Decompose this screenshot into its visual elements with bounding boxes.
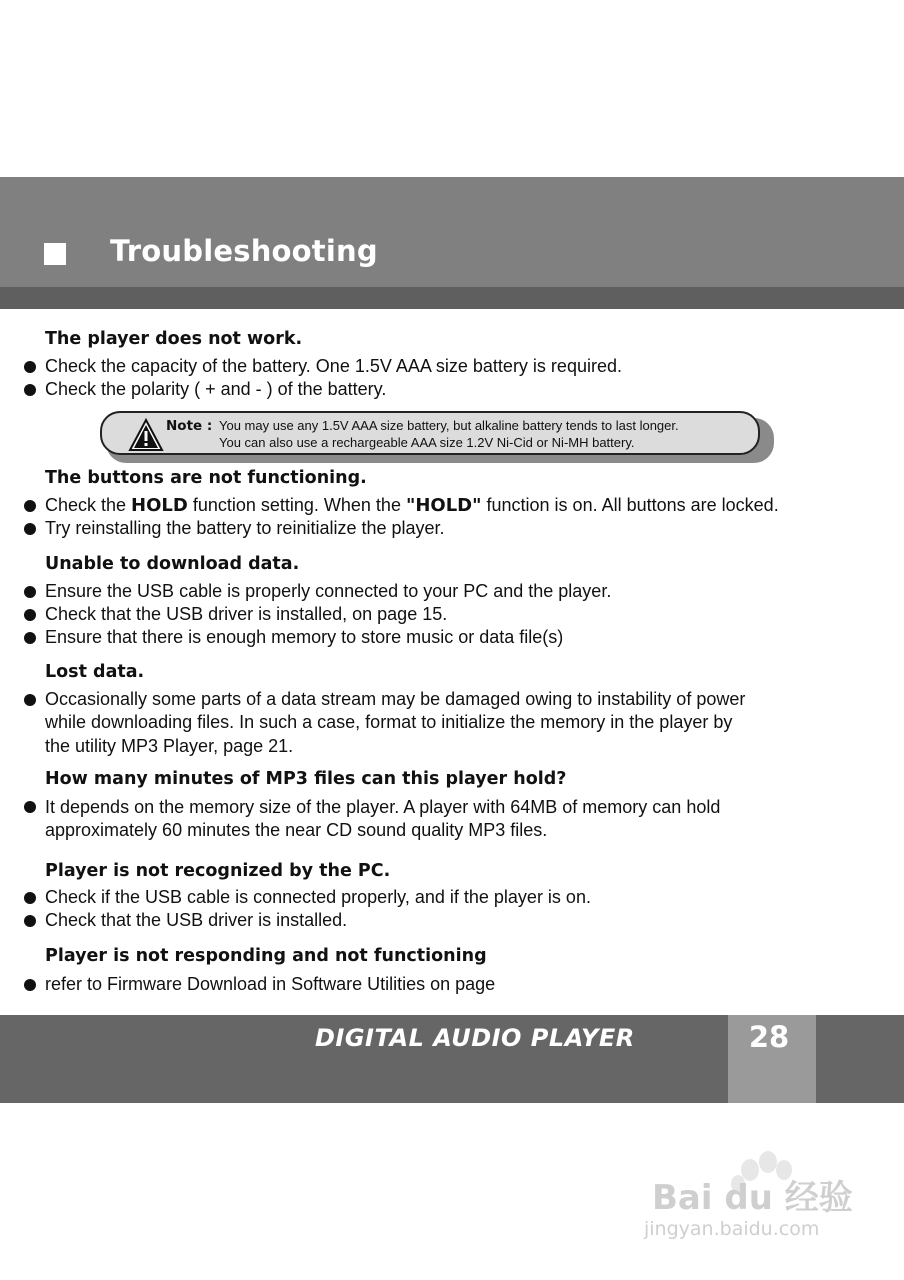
bullet-icon: [24, 523, 36, 535]
note-line: You can also use a rechargeable AAA size 1.2V Ni-Cid or Ni-MH battery.: [219, 435, 635, 450]
bullet-icon: [24, 979, 36, 991]
bullet-text: Ensure the USB cable is properly connected to your PC and the player.: [45, 581, 612, 601]
section-heading: Lost data.: [45, 662, 145, 682]
header-square-icon: [44, 243, 66, 265]
warning-icon: [128, 418, 164, 452]
section-heading: The player does not work.: [45, 329, 303, 349]
bullet-icon: [24, 586, 36, 598]
note-line: You may use any 1.5V AAA size battery, but alkaline battery tends to last longer.: [219, 418, 679, 433]
bullet-icon: [24, 500, 36, 512]
section-heading: Player is not responding and not functioning: [45, 946, 487, 966]
bullet-text: Check that the USB driver is installed.: [45, 910, 348, 930]
section-heading: The buttons are not functioning.: [45, 468, 367, 488]
bullet-icon: [24, 801, 36, 813]
watermark-url: jingyan.baidu.com: [644, 1218, 820, 1240]
bullet-icon: [24, 632, 36, 644]
bullet-text: refer to Firmware Download in Software Utilities on page: [45, 974, 496, 994]
bullet-text-hold: Check the HOLD function setting. When the "HOLD" function is on. All buttons are locked.: [45, 495, 779, 516]
section-heading: Player is not recognized by the PC.: [45, 861, 391, 881]
watermark-brand: Bai du 经验: [652, 1178, 853, 1218]
header-strip: [0, 287, 904, 309]
bullet-text: Check that the USB driver is installed, on page 15.: [45, 604, 448, 624]
bullet-icon: [24, 694, 36, 706]
page-title: Troubleshooting: [110, 234, 378, 268]
bullet-icon: [24, 384, 36, 396]
bullet-text: Try reinstalling the battery to reinitialize the player.: [45, 518, 445, 538]
paragraph-line: while downloading files. In such a case, format to initialize the memory in the player by: [45, 712, 733, 732]
section-heading: Unable to download data.: [45, 554, 300, 574]
bullet-icon: [24, 892, 36, 904]
bullet-text: Check the capacity of the battery. One 1.5V AAA size battery is required.: [45, 356, 622, 376]
paragraph-line: It depends on the memory size of the player. A player with 64MB of memory can hold: [45, 797, 721, 817]
bullet-icon: [24, 609, 36, 621]
bullet-text: Check the polarity ( + and - ) of the battery.: [45, 379, 387, 399]
note-label: Note :: [166, 418, 213, 434]
header-band: [0, 177, 904, 287]
page-number: 28: [748, 1020, 790, 1054]
bullet-icon: [24, 361, 36, 373]
paragraph-line: the utility MP3 Player, page 21.: [45, 736, 294, 756]
paragraph-line: Occasionally some parts of a data stream may be damaged owing to instability of power: [45, 689, 746, 709]
bullet-icon: [24, 915, 36, 927]
paragraph-line: approximately 60 minutes the near CD sound quality MP3 files.: [45, 820, 548, 840]
bullet-text: Check if the USB cable is connected properly, and if the player is on.: [45, 887, 591, 907]
section-heading: How many minutes of MP3 files can this player hold?: [45, 769, 567, 789]
bullet-text: Ensure that there is enough memory to store music or data file(s): [45, 627, 564, 647]
footer-title: DIGITAL AUDIO PLAYER: [315, 1024, 635, 1052]
